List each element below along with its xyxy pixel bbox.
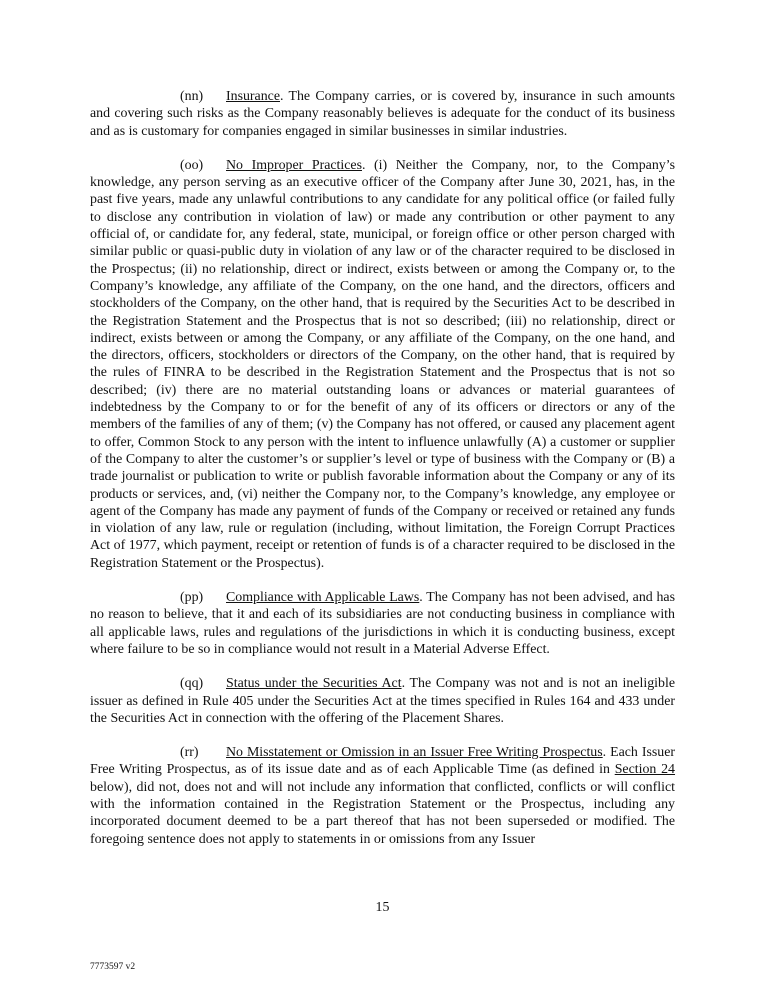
section-heading: No Misstatement or Omission in an Issuer Free Writing Prospectus	[226, 745, 603, 761]
section-heading: Insurance	[226, 89, 280, 104]
document-body	[90, 88, 675, 865]
section-pp	[90, 589, 675, 658]
section-rr	[90, 744, 675, 848]
section-number: (nn)	[180, 89, 204, 104]
section-reference-link: Section 24	[614, 762, 676, 778]
section-nn	[90, 88, 675, 140]
section-text: . The Company was not and is not an ineligible issuer as defined in Rule 405 under the Securities Act at the times specified in Rules 164 and 433 under the Securities Act in connection with the offering of the Placement Shares.	[90, 676, 675, 726]
section-number: (rr)	[180, 745, 199, 761]
section-text: . (i) Neither the Company, nor, to the Company’s knowledge, any person serving as an executive officer of the Company after June 30, 2021, has, in the past five years, made any unlawful contributions to any candidate for any political office (or failed fully to disclose any contribution in violation of law) or made any contribution or other payment to any official of, or candidate for, any federal, state, municipal, or foreign office or other person charged with similar public or quasi-public duty in violation of any law or of the character required to be disclosed in the Prospectus; (ii) no relationship, direct or indirect, exists between or among the Company or, to the Company’s knowledge, any affiliate of the Company, on the one hand, and the directors, officers and stockholders of the Company, on the other hand, that is required by the Securities Act to be described in the Registration Statement and the Prospectus that is not so described; (iii) no relationship, direct or indirect, exists between or among the Company, or any affiliate of the Company, on the one hand, and the directors, officers, stockholders or directors of the Company, on the other hand, that is required by the rules of FINRA to be described in the Registration Statement and the Prospectus that is not so described; (iv) there are no material outstanding loans or advances or material guarantees of indebtedness by the Company to or for the benefit of any of its officers or directors or any of the members of the families of any of them; (v) the Company has not offered, or caused any placement agent to offer, Common Stock to any person with the intent to influence unlawfully (A) a customer or supplier of the Company to alter the customer’s or supplier’s level or type of business with the Company or (B) a trade journalist or publication to write or publish favorable information about the Company or any of its products or services, and, (vi) neither the Company nor, to the Company’s knowledge, any employee or agent of the Company has made any payment of funds of the Company or received or retained any funds in violation of any law, rule or regulation (including, without limitation, the Foreign Corrupt Practices Act of 1977, which payment, receipt or retention of funds is of a character required to be disclosed in the Registration Statement or the Prospectus).	[90, 157, 675, 571]
page-number: 15	[375, 900, 390, 915]
section-number: (qq)	[180, 676, 204, 692]
section-text: below), did not, does not and will not include any information that conflicted, conflicts or will conflict with the information contained in the Registration Statement or the Prospectus, including any incorporated document deemed to be a part thereof that has not been superseded or modified. The foregoing sentence does not apply to statements in or omissions from any Issuer	[90, 779, 675, 847]
section-heading: Compliance with Applicable Laws	[226, 590, 420, 606]
section-oo	[90, 157, 675, 572]
section-number: (oo)	[180, 157, 204, 173]
document-id: 7773597 v2	[90, 962, 136, 972]
section-text: . Each Issuer Free Writing Prospectus, as of its issue date and as of each Applicable Time (as defined in	[90, 745, 676, 778]
section-number: (pp)	[180, 590, 204, 606]
section-heading: No Improper Practices	[226, 157, 362, 173]
section-text: . The Company carries, or is covered by, insurance in such amounts and covering such risks as the Company reasonably believes is adequate for the conduct of its business and as is customary for companies engaged in similar businesses in similar industries.	[90, 89, 675, 139]
section-heading: Status under the Securities Act	[226, 676, 402, 692]
section-qq	[90, 675, 675, 727]
section-text: . The Company has not been advised, and has no reason to believe, that it and each of its subsidiaries are not conducting business in compliance with all applicable laws, rules and regulations of the jurisdictions in which it is conducting business, except where failure to be so in compliance would not result in a Material Adverse Effect.	[90, 590, 675, 657]
